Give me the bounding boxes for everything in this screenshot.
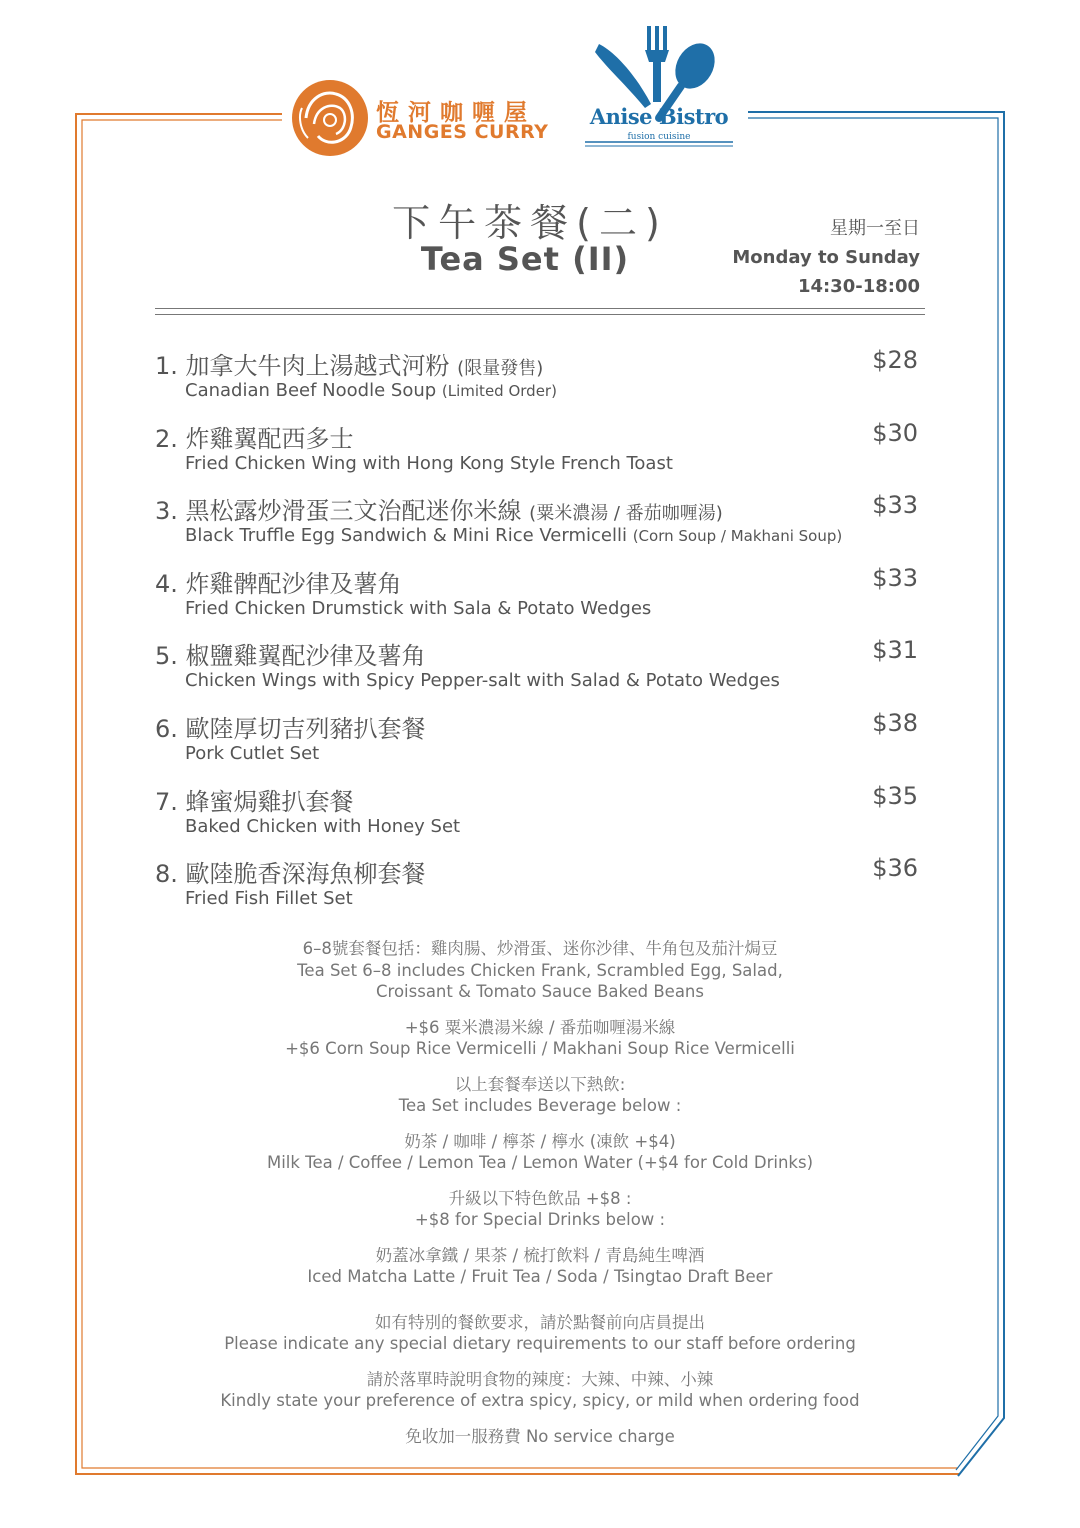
- divider-top: [155, 308, 925, 309]
- item-name-cn: 8. 歐陸脆香深海魚柳套餐: [155, 860, 426, 888]
- item-name-cn: 3. 黑松露炒滑蛋三文治配迷你米線: [155, 497, 522, 525]
- item-name-cn: 2. 炸雞翼配西多士: [155, 425, 354, 453]
- item-name-cn: 1. 加拿大牛肉上湯越式河粉: [155, 352, 450, 380]
- item-name-en: Canadian Beef Noodle Soup: [185, 380, 437, 401]
- item-name-en: Fried Chicken Wing with Hong Kong Style French Toast: [185, 453, 673, 474]
- item-price: $33: [872, 564, 918, 592]
- item-price: $38: [872, 709, 918, 737]
- special-drinks-list: 奶蓋冰拿鐵 / 果茶 / 梳打飲料 / 青島純生啤酒 Iced Matcha Latte / Fruit Tea / Soda / Tsingtao Draft Beer: [307, 1245, 773, 1286]
- item-name-en: Fried Chicken Drumstick with Sala & Potato Wedges: [185, 598, 652, 619]
- menu-title-cn: 下午茶餐(二): [392, 201, 668, 245]
- availability-hours: 14:30-18:00: [797, 276, 920, 297]
- spicy-note: 請於落單時說明食物的辣度：大辣、中辣、小辣 Kindly state your preference of extra spicy, spicy, or mild when ordering food: [220, 1369, 860, 1410]
- availability-cn: 星期一至日: [830, 218, 920, 239]
- item-price: $33: [872, 491, 918, 519]
- anise-bistro-fork-spoon-icon: [585, 22, 733, 150]
- service-charge-note: 免收加一服務費 No service charge: [405, 1426, 675, 1446]
- item-name-cn: 6. 歐陸厚切吉列豬扒套餐: [155, 715, 426, 743]
- menu-item: [155, 491, 920, 553]
- menu-item: [155, 419, 920, 481]
- menu-item: [155, 709, 920, 771]
- item-name-cn: 4. 炸雞髀配沙律及薯角: [155, 570, 402, 598]
- menu-item: [155, 346, 920, 408]
- menu-item: [155, 636, 920, 698]
- special-drinks-note: 升級以下特色飲品 +$8 : +$8 for Special Drinks below :: [414, 1188, 666, 1229]
- item-note-en: (Corn Soup / Makhani Soup): [632, 527, 843, 545]
- menu-notes: [155, 938, 925, 1461]
- item-name-en: Fried Fish Fillet Set: [185, 888, 353, 909]
- drinks-list: 奶茶 / 咖啡 / 檸茶 / 檸水 (凍飲 +$4) Milk Tea / Coffee / Lemon Tea / Lemon Water (+$4 for Cold Drinks): [266, 1131, 814, 1172]
- anise-logo-sub: fusion cuisine: [627, 132, 691, 142]
- ganges-logo-en: GANGES CURRY: [376, 121, 549, 143]
- item-price: $31: [872, 636, 918, 664]
- soup-upgrade-note: +$6 粟米濃湯米線 / 番茄咖喱湯米線 +$6 Corn Soup Rice Vermicelli / Makhani Soup Rice Vermicelli: [285, 1017, 795, 1058]
- item-name-cn: 7. 蜂蜜焗雞扒套餐: [155, 788, 354, 816]
- menu-title-en: Tea Set (II): [420, 240, 630, 278]
- item-name-en: Black Truffle Egg Sandwich & Mini Rice Vermicelli: [185, 525, 627, 546]
- item-name-cn: 5. 椒鹽雞翼配沙律及薯角: [155, 642, 426, 670]
- menu-item: [155, 782, 920, 844]
- menu-item: [155, 564, 920, 626]
- dietary-note: 如有特別的餐飲要求，請於點餐前向店員提出 Please indicate any special dietary requirements to our staff before ordering: [224, 1312, 856, 1353]
- ganges-curry-logo-icon: [290, 78, 370, 158]
- item-note-en: (Limited Order): [441, 382, 557, 400]
- item-price: $35: [872, 782, 918, 810]
- item-note-cn: (粟米濃湯 / 番茄咖喱湯): [529, 503, 723, 524]
- beverage-note: 以上套餐奉送以下熱飲: Tea Set includes Beverage below :: [398, 1074, 682, 1115]
- item-name-en: Baked Chicken with Honey Set: [185, 816, 461, 837]
- item-price: $28: [872, 346, 918, 374]
- item-name-en: Chicken Wings with Spicy Pepper-salt with Salad & Potato Wedges: [185, 670, 780, 691]
- availability-en: Monday to Sunday: [732, 247, 920, 268]
- availability: [732, 214, 920, 301]
- set-includes-note: 6–8號套餐包括：雞肉腸、炒滑蛋、迷你沙律、牛角包及茄汁焗豆 Tea Set 6–8 includes Chicken Frank, Scrambled Egg, Salad, Croissant & Tomato Sauce Baked Beans: [297, 939, 783, 1001]
- menu-item: [155, 854, 920, 916]
- item-price: $30: [872, 419, 918, 447]
- item-name-en: Pork Cutlet Set: [185, 743, 320, 764]
- divider-bottom: [155, 314, 925, 315]
- item-note-cn: (限量發售): [457, 358, 544, 379]
- anise-logo-name: Anise Bistro: [589, 104, 729, 129]
- item-price: $36: [872, 854, 918, 882]
- ganges-logo-cn: 恆河咖喱屋: [376, 100, 536, 126]
